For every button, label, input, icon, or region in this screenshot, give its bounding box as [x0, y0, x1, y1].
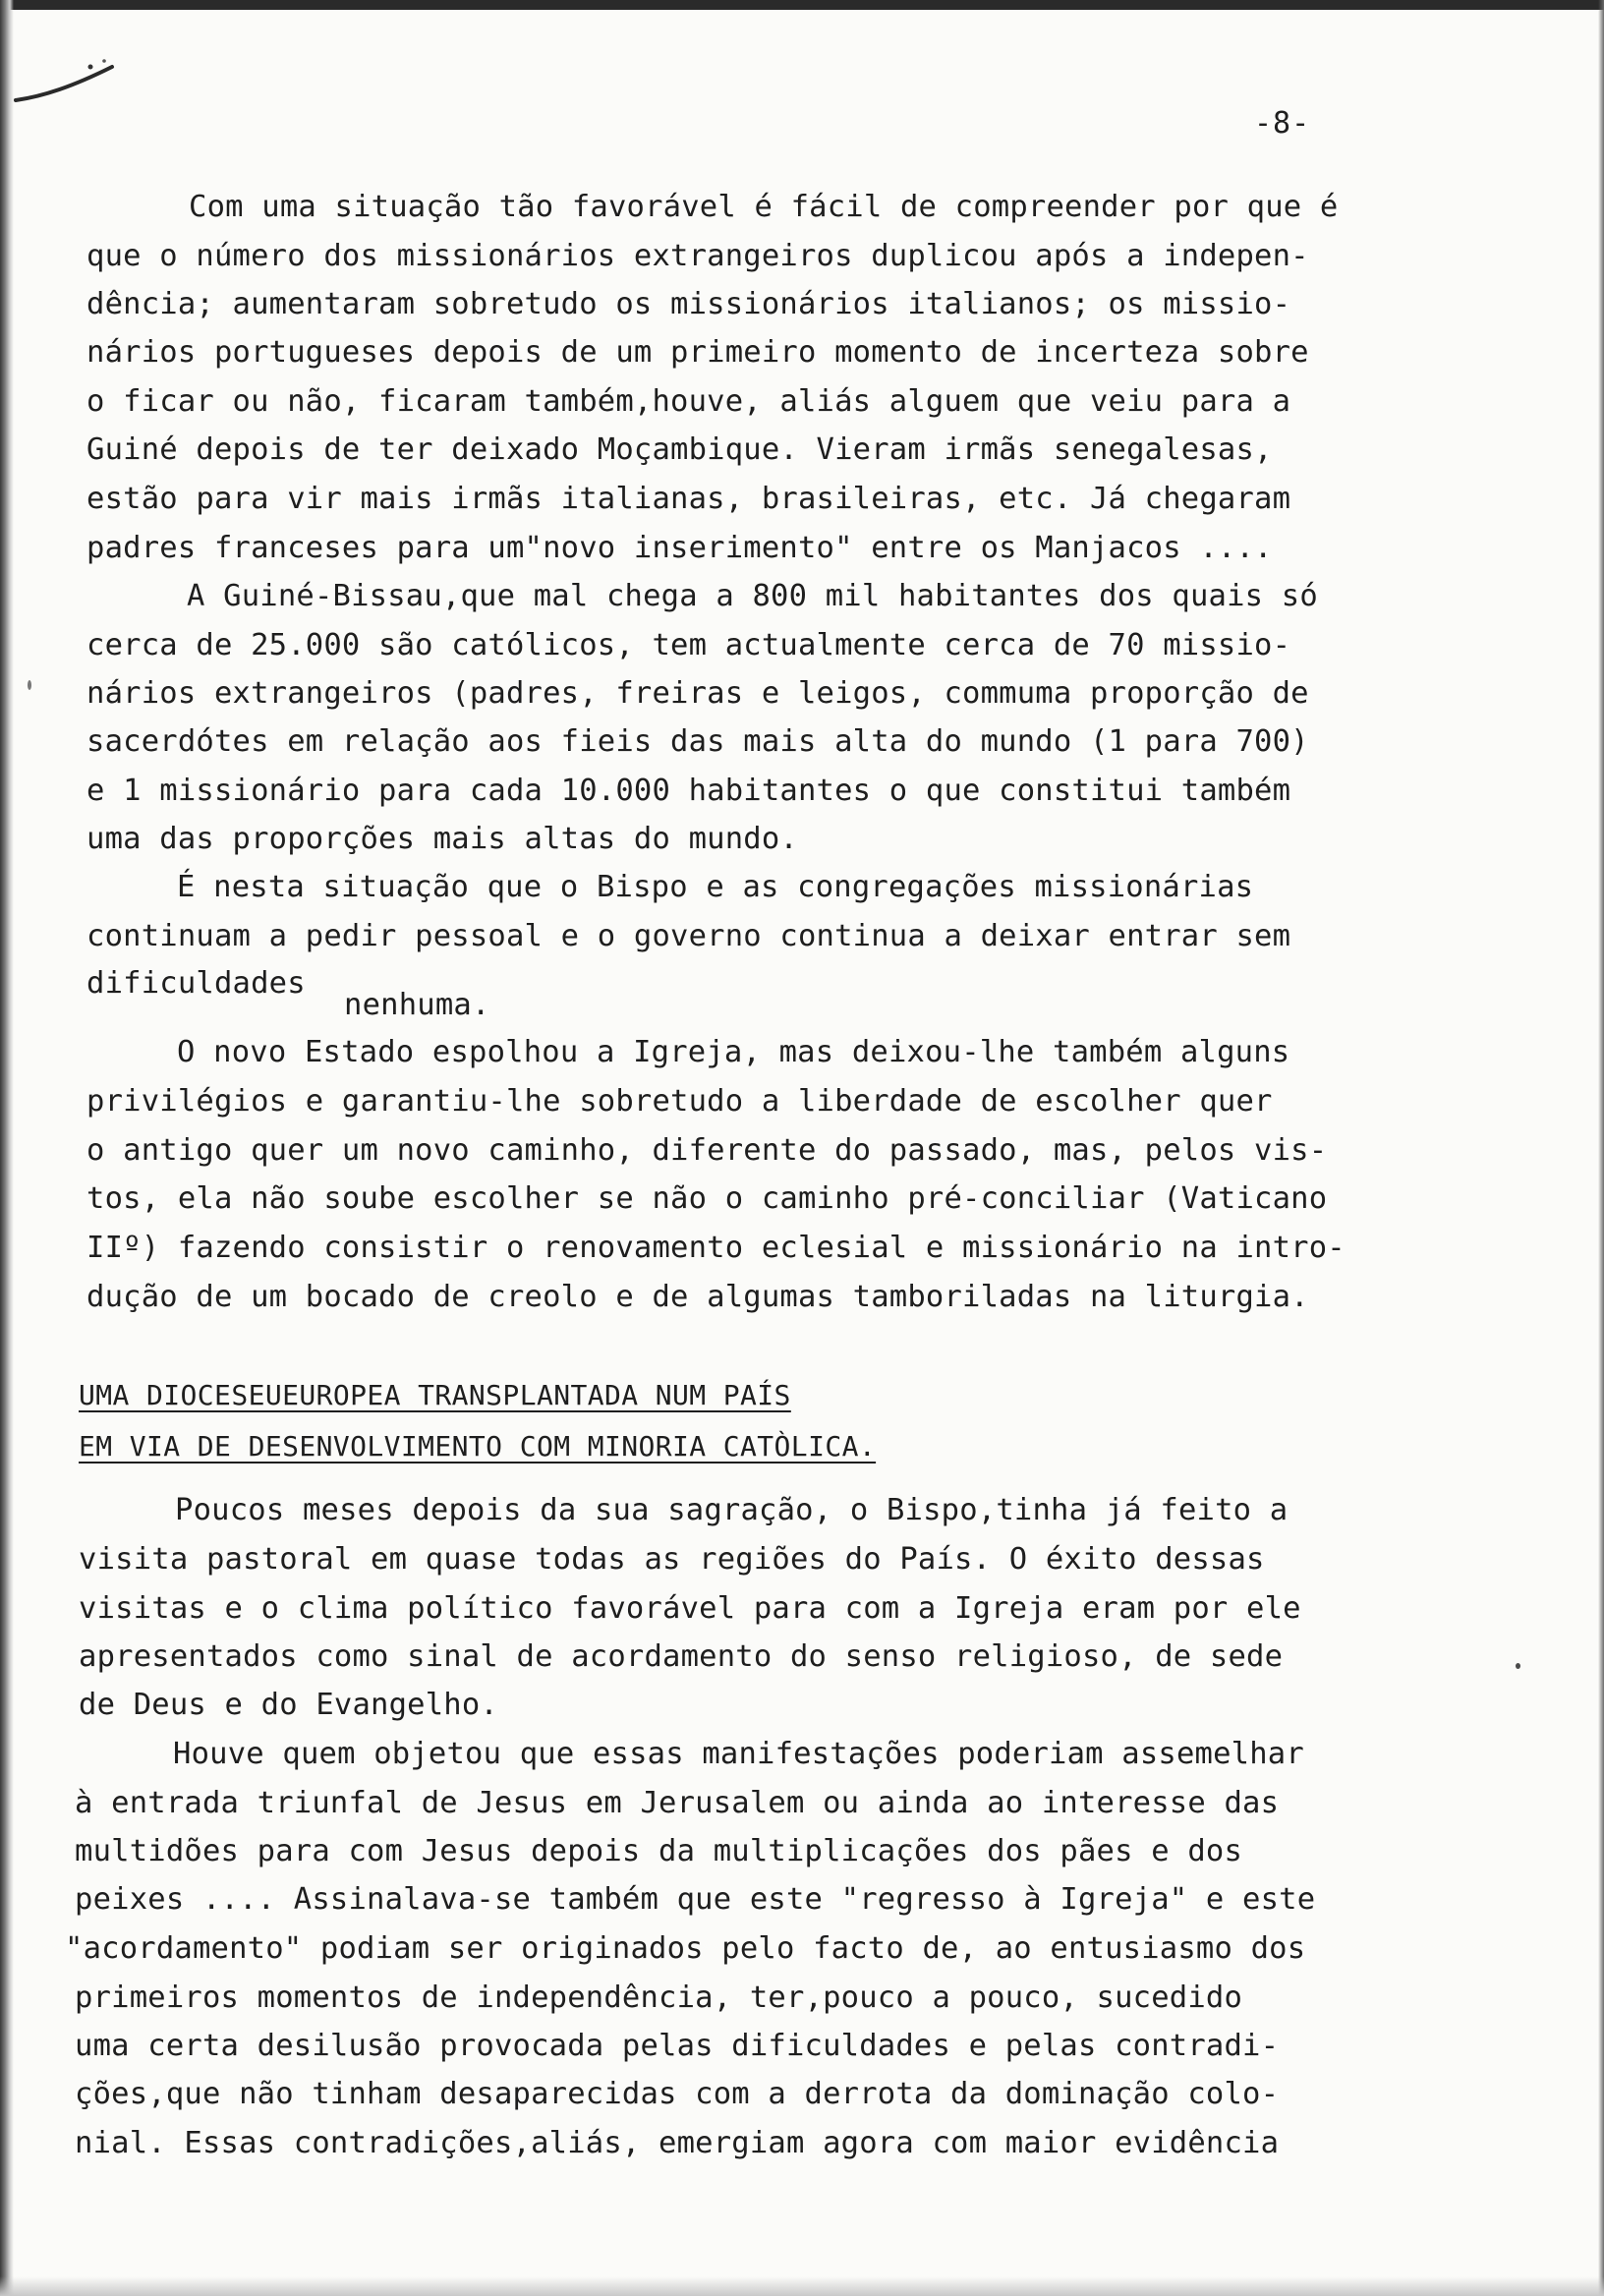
text-line: uma das proporções mais altas do mundo.	[86, 822, 798, 856]
text-line: sacerdótes em relação aos fieis das mais alta do mundo (1 para 700)	[86, 724, 1309, 759]
text-line: dificuldades	[86, 966, 306, 1001]
text-line: dência; aumentaram sobretudo os missionários italianos; os missio-	[86, 287, 1291, 321]
text-line: e 1 missionário para cada 10.000 habitantes o que constitui também	[86, 774, 1291, 808]
text-line: cerca de 25.000 são católicos, tem actualmente cerca de 70 missio-	[86, 628, 1291, 662]
scan-border-top	[0, 0, 1604, 10]
text-line: Houve quem objetou que essas manifestações poderiam assemelhar	[173, 1737, 1304, 1771]
text-line: IIº) fazendo consistir o renovamento eclesial e missionário na intro-	[86, 1231, 1346, 1265]
text-line: visitas e o clima político favorável para com a Igreja eram por ele	[79, 1591, 1301, 1626]
text-line: A Guiné-Bissau,que mal chega a 800 mil habitantes dos quais só	[187, 579, 1318, 613]
scan-border-left	[0, 0, 14, 2296]
text-line: primeiros momentos de independência, ter,pouco a pouco, sucedido	[75, 1980, 1243, 2015]
text-line: de Deus e do Evangelho.	[79, 1688, 498, 1722]
text-line: nenhuma.	[344, 988, 490, 1022]
text-line: nários extrangeiros (padres, freiras e leigos, commuma proporção de	[86, 676, 1309, 711]
text-line: o antigo quer um novo caminho, diferente do passado, mas, pelos vis-	[86, 1133, 1328, 1168]
text-line: o ficar ou não, ficaram também,houve, aliás alguem que veiu para a	[86, 384, 1291, 419]
text-line: ções,que não tinham desaparecidas com a derrota da dominação colo-	[75, 2077, 1280, 2111]
text-line: "acordamento" podiam ser originados pelo facto de, ao entusiasmo dos	[65, 1931, 1306, 1966]
text-line: dução de um bocado de creolo e de algumas tamboriladas na liturgia.	[86, 1280, 1309, 1314]
text-line: multidões para com Jesus depois da multiplicações dos pães e dos	[75, 1834, 1243, 1868]
text-line: Guiné depois de ter deixado Moçambique. Vieram irmãs senegalesas,	[86, 432, 1273, 467]
section-heading-line: EM VIA DE DESENVOLVIMENTO COM MINORIA CATÒLICA.	[79, 1430, 877, 1463]
text-line: Poucos meses depois da sua sagração, o Bispo,tinha já feito a	[175, 1493, 1289, 1527]
corner-pen-mark	[14, 39, 132, 118]
section-heading-line: UMA DIOCESEUEUROPEA TRANSPLANTADA NUM PAÍS	[79, 1379, 791, 1411]
text-line: O novo Estado espolhou a Igreja, mas deixou-lhe também alguns	[177, 1035, 1290, 1069]
speck-right-margin	[1516, 1663, 1520, 1669]
text-line: estão para vir mais irmãs italianas, brasileiras, etc. Já chegaram	[86, 482, 1291, 516]
text-line: uma certa desilusão provocada pelas dificuldades e pelas contradi-	[75, 2029, 1280, 2063]
speck-left-margin	[28, 680, 31, 690]
text-line: peixes .... Assinalava-se também que este "regresso à Igreja" e este	[75, 1882, 1316, 1917]
text-line: visita pastoral em quase todas as regiões do País. O éxito dessas	[79, 1542, 1265, 1577]
text-line: privilégios e garantiu-lhe sobretudo a liberdade de escolher quer	[86, 1084, 1273, 1119]
scan-border-bottom	[0, 2276, 1604, 2296]
text-line: tos, ela não soube escolher se não o caminho pré-conciliar (Vaticano	[86, 1181, 1328, 1216]
text-line: Com uma situação tão favorável é fácil de compreender por que é	[189, 190, 1339, 224]
text-line: nial. Essas contradições,aliás, emergiam agora com maior evidência	[75, 2126, 1280, 2160]
text-line: que o número dos missionários extrangeiros duplicou após a indepen-	[86, 239, 1309, 273]
text-line: nários portugueses depois de um primeiro momento de incerteza sobre	[86, 335, 1309, 370]
scan-border-right	[1598, 0, 1604, 2296]
text-line: apresentados como sinal de acordamento do senso religioso, de sede	[79, 1639, 1284, 1674]
text-line: continuam a pedir pessoal e o governo continua a deixar entrar sem	[86, 919, 1291, 953]
text-line: É nesta situação que o Bispo e as congregações missionárias	[177, 870, 1254, 904]
text-line: à entrada triunfal de Jesus em Jerusalem ou ainda ao interesse das	[75, 1786, 1280, 1820]
page-number: -8-	[1254, 106, 1311, 141]
text-line: padres franceses para um"novo inserimento" entre os Manjacos ....	[86, 531, 1273, 565]
